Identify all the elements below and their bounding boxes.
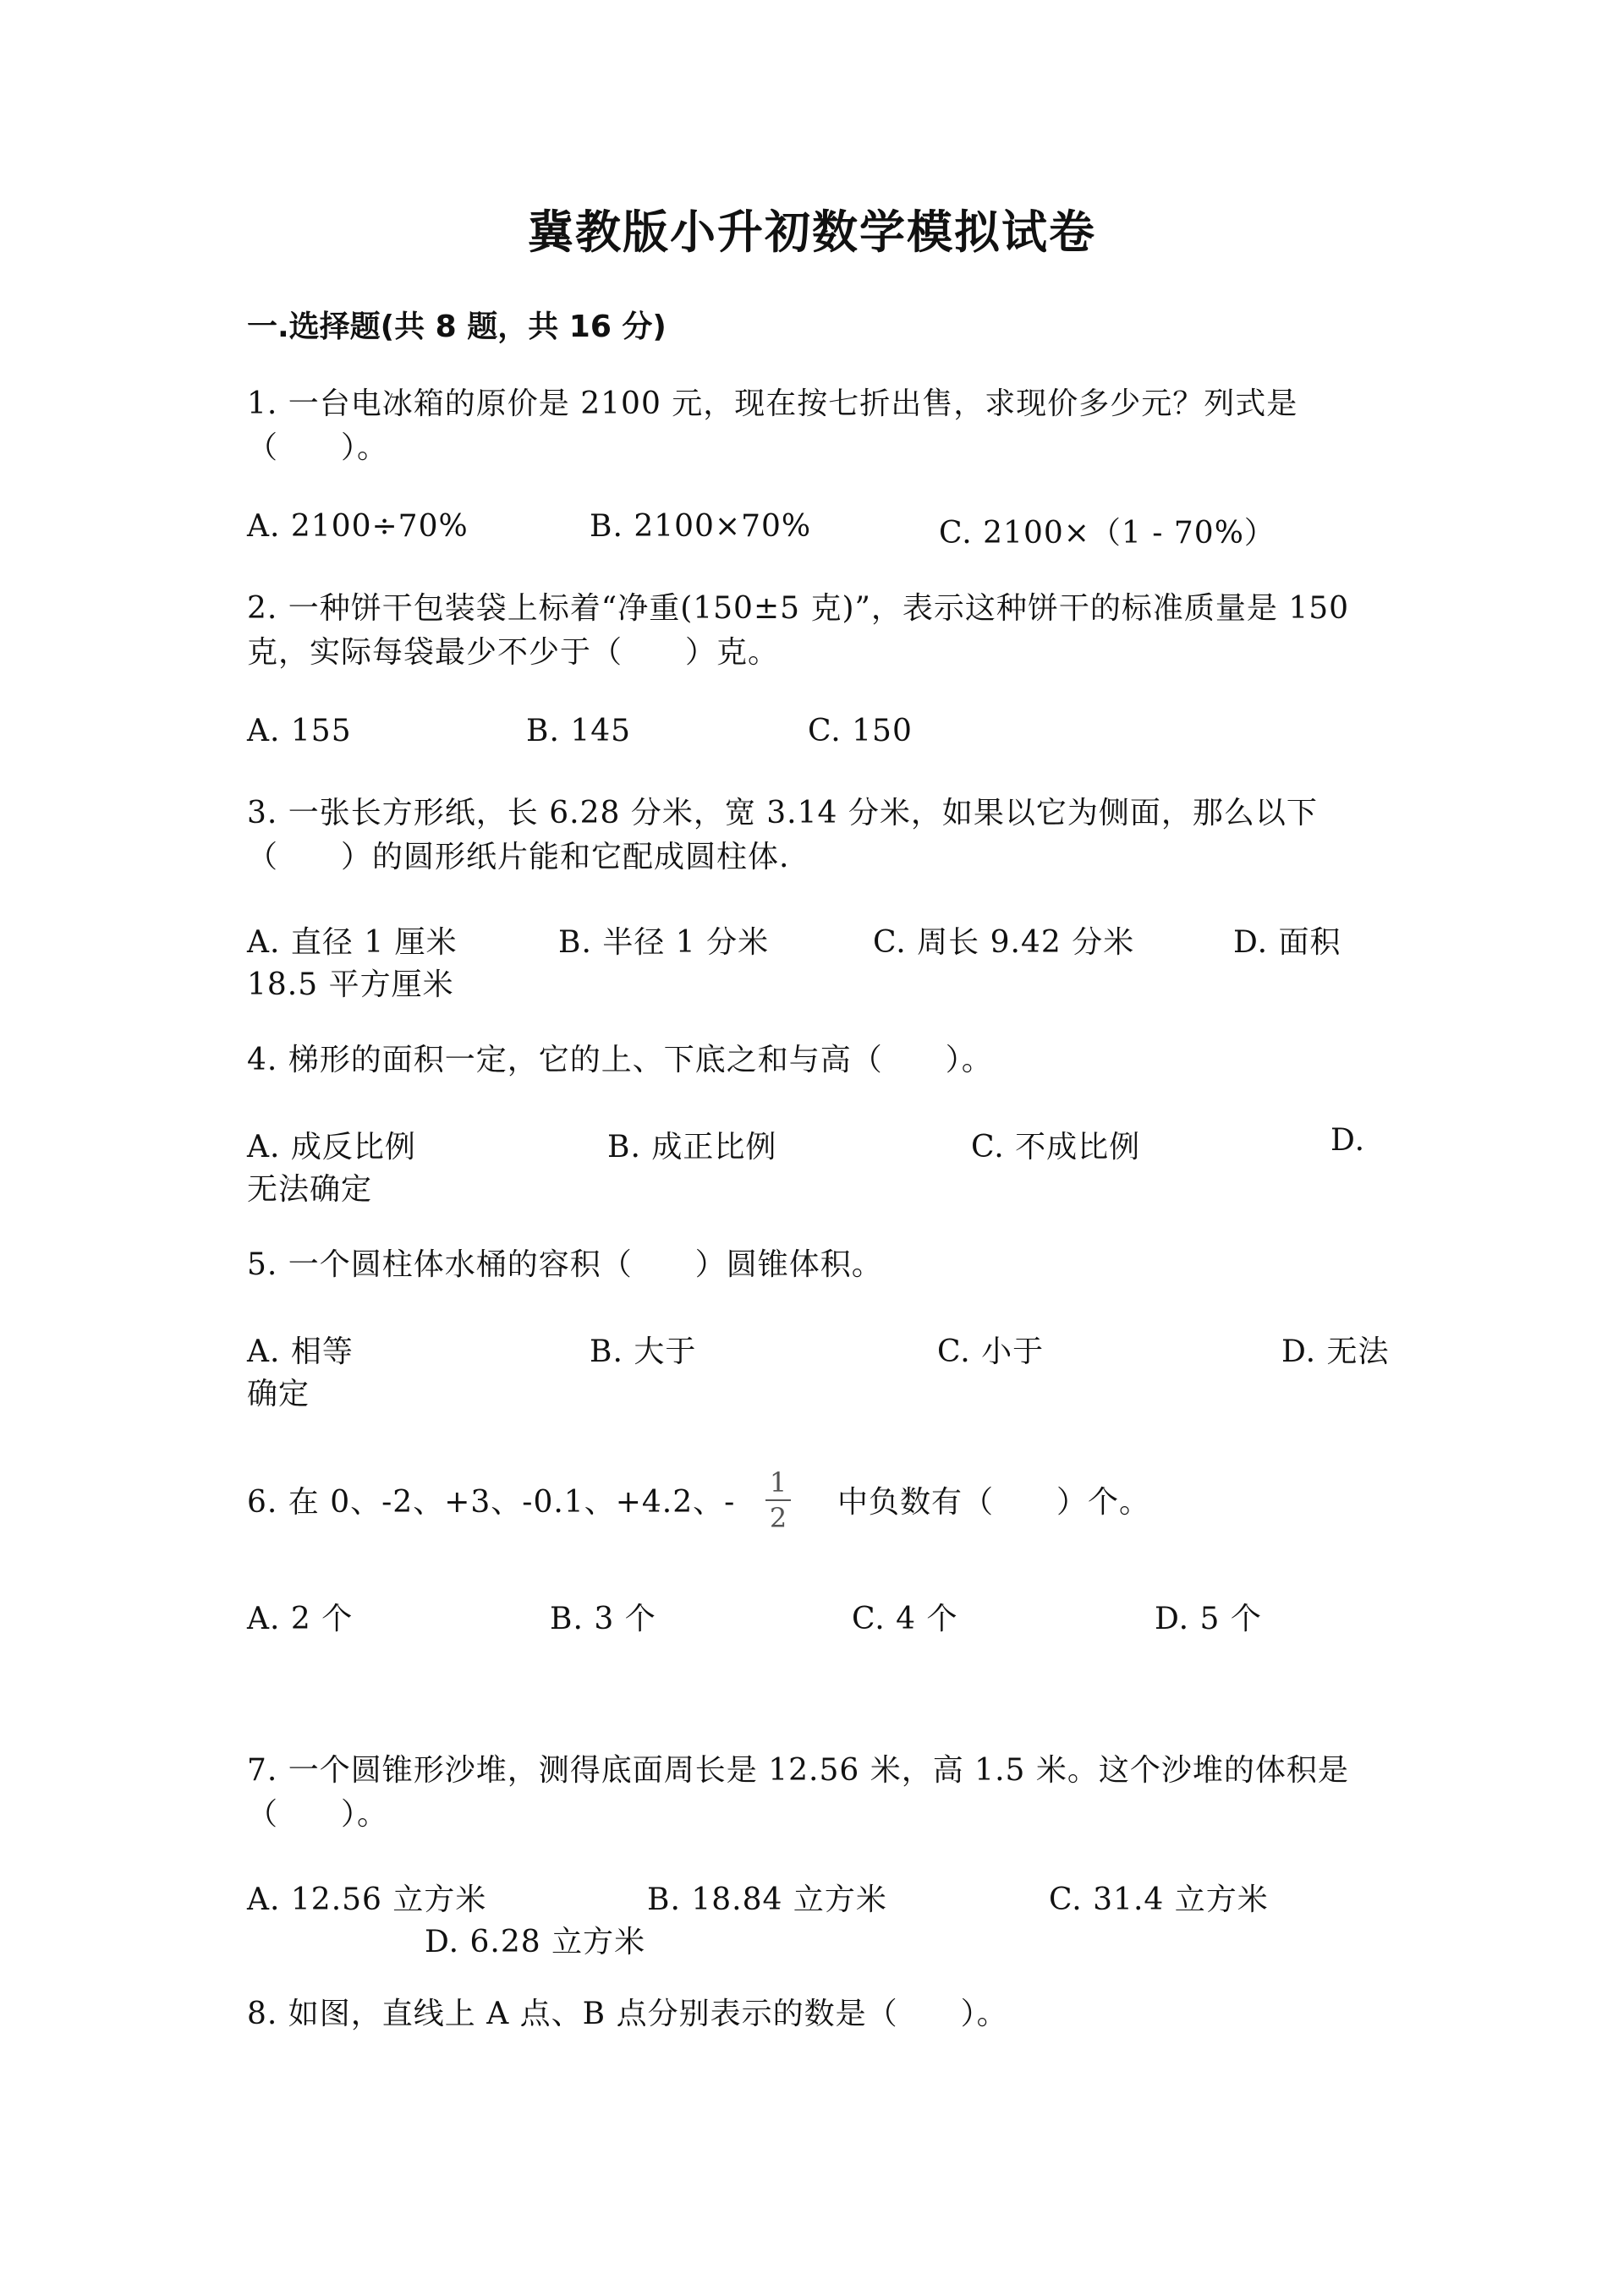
question-3-stem: 3. 一张长方形纸，长 6.28 分米，宽 3.14 分米，如果以它为侧面，那么以下（ ）的圆形纸片能和它配成圆柱体. [247, 796, 1318, 874]
fraction-numerator: 1 [769, 1466, 787, 1499]
q5-option-d-cont: 确定 [247, 1377, 310, 1411]
q5-option-b: B. 大于 [590, 1334, 697, 1369]
q1-option-c: C. 2100×（1 - 70%） [939, 516, 1276, 551]
fraction-denominator: 2 [769, 1502, 787, 1534]
q3-option-c: C. 周长 9.42 分米 [873, 925, 1135, 960]
q3-option-d-cont: 18.5 平方厘米 [247, 967, 454, 1002]
q4-option-b: B. 成正比例 [607, 1130, 777, 1164]
question-5-stem: 5. 一个圆柱体水桶的容积（ ）圆锥体积。 [247, 1247, 883, 1282]
question-1-stem: 1. 一台电冰箱的原价是 2100 元，现在按七折出售，求现价多少元？列式是（ ）。 [247, 386, 1298, 465]
q2-option-a: A. 155 [247, 714, 352, 748]
q7-option-a: A. 12.56 立方米 [247, 1882, 487, 1917]
question-7-stem: 7. 一个圆锥形沙堆，测得底面周长是 12.56 米，高 1.5 米。这个沙堆的体积是（ ）。 [247, 1753, 1349, 1832]
q4-option-d-cont: 无法确定 [247, 1172, 373, 1207]
q4-option-d: D. [1330, 1123, 1366, 1158]
q2-option-c: C. 150 [808, 714, 913, 748]
q6-option-d: D. 5 个 [1155, 1602, 1262, 1636]
question-6-stem-start: 6. 在 0、-2、+3、-0.1、+4.2、- [247, 1485, 736, 1520]
question-4-stem: 4. 梯形的面积一定，它的上、下底之和与高（ ）。 [247, 1043, 993, 1077]
section-heading: 一.选择题(共 8 题，共 16 分) [247, 310, 667, 344]
q7-option-c: C. 31.4 立方米 [1049, 1882, 1269, 1917]
q7-option-b: B. 18.84 立方米 [647, 1882, 887, 1917]
q1-option-a: A. 2100÷70% [247, 509, 469, 544]
q2-option-b: B. 145 [526, 714, 632, 748]
q6-option-a: A. 2 个 [247, 1602, 354, 1636]
q3-option-d: D. 面积 [1233, 925, 1341, 960]
question-6-stem-end: 中负数有（ ）个。 [837, 1485, 1151, 1520]
fraction-one-half [765, 1467, 791, 1533]
q7-option-d: D. 6.28 立方米 [425, 1925, 646, 1959]
fraction-bar [765, 1499, 791, 1501]
q3-option-b: B. 半径 1 分米 [558, 925, 770, 960]
q6-option-b: B. 3 个 [550, 1602, 656, 1636]
q5-option-c: C. 小于 [937, 1334, 1045, 1369]
q4-option-a: A. 成反比例 [247, 1130, 416, 1164]
q5-option-a: A. 相等 [247, 1334, 354, 1369]
q4-option-c: C. 不成比例 [971, 1130, 1141, 1164]
q5-option-d: D. 无法 [1281, 1334, 1390, 1369]
q3-option-a: A. 直径 1 厘米 [247, 925, 458, 960]
q6-option-c: C. 4 个 [852, 1602, 958, 1636]
question-2-stem: 2. 一种饼干包装袋上标着“净重(150±5 克)”，表示这种饼干的标准质量是 150 克，实际每袋最少不少于（ ）克。 [247, 591, 1350, 670]
page-title: 冀教版小升初数学模拟试卷 [528, 205, 1096, 259]
question-8-stem: 8. 如图，直线上 A 点、B 点分别表示的数是（ ）。 [247, 1997, 1008, 2031]
q1-option-b: B. 2100×70% [590, 509, 812, 544]
